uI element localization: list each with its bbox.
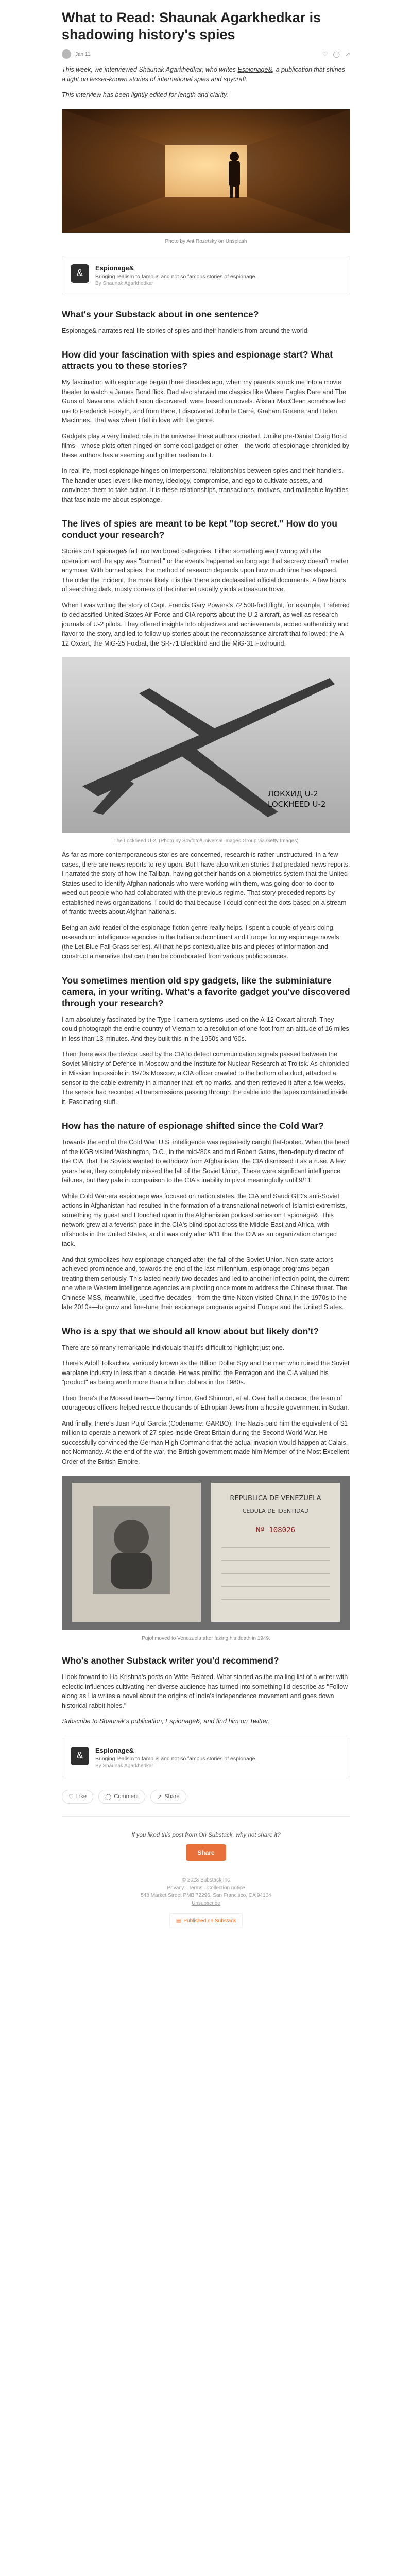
article-column [62, 0, 350, 1928]
embed-publication-name[interactable]: Espionage& [95, 1746, 134, 1754]
answer-paragraph: Espionage& narrates real-life stories of spies and their handlers from around the world. [62, 327, 310, 334]
plane-label-cyrillic: ЛОКХИД U-2 [268, 789, 318, 799]
embed-text [95, 1747, 256, 1769]
answer-paragraph: I am absolutely fascinated by the Type I camera systems used on the A-12 Oxcart aircraft. They could photograph the entire country of Vietnam to a resolution of one foot from an altitude of 16 miles in less than 13 minutes. And they built this in the 1950s and '60s. [62, 1015, 349, 1042]
substack-icon: ▤ [176, 1918, 181, 1924]
espionage-link[interactable]: Espionage& [237, 66, 272, 73]
answer-paragraph: Stories on Espionage& fall into two broad categories. Either something went wrong with the operation and the spy was "burned," or the events happened so long ago that secrecy doesn't matter anymore. With burned spies, the method of research depends upon how much time has elapsed. The older the incident, the more likely it is that there are declassified official documents. A few hours of searching dark, musty corners of the internet usually yields a treasure trove. [62, 548, 349, 593]
question-heading: What's your Substack about in one sentence? [62, 309, 259, 319]
question-heading: Who's another Substack writer you'd recommend? [62, 1655, 279, 1666]
intro-paragraph: This week, we interviewed Shaunak Agarkhedkar, who writes Espionage&, a publication that shines a light on lesser-known stories of international spies and spycraft. [62, 66, 345, 83]
passport-number: Nº 108026 [256, 1526, 295, 1534]
footer-links[interactable]: Privacy · Terms · Collection notice [167, 1885, 245, 1891]
comment-icon[interactable]: ◯ [333, 50, 340, 58]
hero-figure [62, 109, 350, 244]
subscribe-line: Subscribe to Shaunak's publication, Espionage&, and find him on Twitter. [62, 1718, 270, 1725]
embed-description: Bringing realism to famous and not so famous stories of espionage. [95, 1755, 257, 1762]
answer-paragraph: When I was writing the story of Capt. Francis Gary Powers's 72,500-foot flight, for example, I referred to declassified United States Air Force and CIA reports about the U-2 aircraft, as well as research journals of U-2 pilots. They offered insights into objectives and achievements, added authenticity and flavor to the story, and led to follow-up stories about the reconnaissance aircraft that followed: the A-12 Oxcart, the MiG-25 Foxbat, the SR-71 Blackbird and the MiG-31 Foxhound. [62, 601, 350, 647]
corridor-photo [62, 109, 350, 233]
post-actions [62, 1790, 350, 1804]
publication-embed[interactable] [62, 1738, 350, 1777]
share-icon[interactable]: ↗ [345, 50, 350, 58]
venezuela-id-photo [62, 1476, 350, 1630]
embed-author: By Shaunak Agarkhedkar [95, 280, 153, 286]
plane-label-latin: LOCKHEED U-2 [268, 800, 326, 809]
publication-embed[interactable] [62, 256, 350, 295]
answer-paragraph: I look forward to Lia Krishna's posts on Write-Related. What started as the mailing list of a writer with eclectic influences cultivating her diverse audience has turned into something I'd describe as "Follow along as Lia writes a novel about the origins of India's independence movement and goes down historical rabbit holes." [62, 1673, 348, 1709]
answer-paragraph: My fascination with espionage began three decades ago, when my parents struck me into a movie theater to watch a James Bond flick. Dad also showed me classics like Where Eagles Dare and The Guns of Navarone, which I soon discovered, were based on novels. Alistair MacClean somehow led me to Frederick Forsyth, and from there, I discovered John le Carré, Graham Greene, and Helen MacInnes. That was when I fell in love with the genre. [62, 379, 347, 424]
answer-paragraph: Gadgets play a very limited role in the universe these authors created. Unlike pre-Daniel Craig Bond films—whose plots often hinged on some cool gadget or other—the world of espionage chronicled by these authors has a seeming and grittier realism to it. [62, 432, 349, 459]
answer-paragraph: And that symbolizes how espionage changed after the fall of the Soviet Union. Non-state actors achieved prominence and, towards the end of the last millennium, espionage programs began treating them seriously. This lasted nearly two decades and led to another inflection point, the current one where Western intelligence agencies are pivoting once more to address the Chinese threat. The Chinese MSS, meanwhile, used five decades—from the time Nixon visited China in the 1970s to the late 2010s—to grow and fine-tune their espionage programs against Europe and the United States. [62, 1256, 349, 1311]
u2-aircraft-photo [62, 657, 350, 833]
comment-button[interactable]: ◯ Comment [98, 1790, 145, 1804]
question-heading: You sometimes mention old spy gadgets, like the subminiature camera, in your writing. What's a favorite gadget you've discovered through your research? [62, 975, 350, 1008]
like-button[interactable]: ♡ Like [62, 1790, 93, 1804]
published-on-substack-badge[interactable]: ▤ Published on Substack [169, 1913, 243, 1928]
passport-doc-type: CEDULA DE IDENTIDAD [242, 1507, 309, 1514]
footer-copyright: © 2023 Substack Inc [182, 1877, 230, 1883]
embed-text [95, 264, 256, 286]
answer-paragraph: There's Adolf Tolkachev, variously known as the Billion Dollar Spy and the man who ruined the Soviet warplane industry in less than a decade. He was prolific: the Pentagon and the CIA valued his "product" as being worth more than a billion dollars in the 1980s. [62, 1360, 350, 1386]
post-date: Jan 11 [75, 51, 91, 57]
question-heading: The lives of spies are meant to be kept "top secret." How do you conduct your research? [62, 518, 337, 540]
heart-icon: ♡ [68, 1793, 74, 1800]
u2-figure [62, 657, 350, 844]
question-heading: How did your fascination with spies and espionage start? What attracts you to these stories? [62, 349, 333, 371]
comment-icon: ◯ [105, 1793, 112, 1800]
photo-caption: Pujol moved to Venezuela after faking his death in 1949. [142, 1636, 270, 1641]
share-button[interactable]: ↗ Share [150, 1790, 186, 1804]
answer-paragraph: Then there was the device used by the CIA to detect communication signals passed between the Soviet Ministry of Defence in Moscow and the Institute for Nuclear Research at Troitsk. As chronicled in Mission Impossible in 1970s Moscow, a CIA officer crawled to the bottom of a duct, attached a sensor to the cable extremity in a manner that left no marks, and then retrieved it after a few weeks. The sensor had recorded all transmissions passing through the cable into the tapes contained inside it. Fascinating stuff. [62, 1050, 349, 1106]
footer [62, 1876, 350, 1928]
photo-caption: Photo by Ant Rozetsky on Unsplash [165, 238, 247, 244]
footer-address: 548 Market Street PMB 72296, San Francisco, CA 94104 [141, 1892, 271, 1899]
answer-paragraph: Then there's the Mossad team—Danny Limor, Gad Shimron, et al. Over half a decade, the team of courageous officers helped rescue thousands of Ethiopian Jews from a hostile government in Sudan. [62, 1394, 349, 1411]
embed-header [71, 264, 341, 286]
embed-author: By Shaunak Agarkhedkar [95, 1762, 153, 1769]
embed-header [71, 1747, 341, 1769]
divider [62, 1816, 350, 1817]
photo-caption: The Lockheed U-2. (Photo by Sovfoto/Universal Images Group via Getty Images) [113, 838, 299, 844]
publication-logo: & [71, 1747, 89, 1765]
answer-paragraph: There are so many remarkable individuals that it's difficult to highlight just one. [62, 1344, 285, 1351]
embed-description: Bringing realism to famous and not so famous stories of espionage. [95, 273, 257, 280]
byline-actions [322, 50, 350, 58]
answer-paragraph: Towards the end of the Cold War, U.S. intelligence was repeatedly caught flat-footed. When the head of the KGB visited Washington, D.C., in the mid-'80s and told Robert Gates, then-deputy director of the CIA, that the Soviets wanted to withdraw from Afghanistan, the CIA dismissed it as a ruse. A few years later, they completely missed the fall of the Soviet Union. These were significant intelligence failures, but they pale in comparison to the CIA's inability to pivot meaningfully until 9/11. [62, 1139, 349, 1184]
share-cta [62, 1832, 350, 1861]
editor-note: This interview has been lightly edited for length and clarity. [62, 91, 228, 98]
byline [62, 49, 350, 59]
answer-paragraph: And finally, there's Juan Pujol García (Codename: GARBO). The Nazis paid him the equivalent of $1 million to operate a network of 27 spies inside Great Britain during the Second World War. He successfully convinced the German High Command that the actual invasion would happen at Calais, not Normandy. At the end of the war, the British government made him Member of the Most Excellent Order of the British Empire. [62, 1419, 349, 1465]
question-heading: Who is a spy that we should all know about but likely don't? [62, 1326, 319, 1336]
answer-paragraph: As far as more contemporaneous stories are concerned, research is rather unstructured. In a few cases, there are news reports to rely upon. But I have also written stories that predated news reports. I narrated the story of how the Taliban, having got their hands on a biometrics system that the United States used to identify Afghan nationals who were working with them, was going door-to-door to weed out people who had collaborated with the previous regime. That story preceded reports by established news organizations. I could do that because I could connect the dots based on a stream of frantic tweets about Afghan nationals. [62, 851, 350, 916]
share-icon: ↗ [157, 1793, 162, 1800]
passport-country: REPUBLICA DE VENEZUELA [230, 1495, 321, 1502]
unsubscribe-link[interactable]: Unsubscribe [192, 1900, 220, 1906]
share-cta-text: If you liked this post from On Substack, why not share it? [131, 1832, 281, 1838]
publication-logo: & [71, 264, 89, 283]
answer-paragraph: While Cold War-era espionage was focused on nation states, the CIA and Saudi GID's anti-Soviet actions in Afghanistan had resulted in the formation of a transnational network of Islamist extremists, something my guest and I touched upon in the Afghanistan podcast series on Espionage&. This network grew at a feverish pace in the CIA's blind spot across the Middle East and Africa, with offshoots in the United States, and it was only after 9/11 that the CIA as an organization changed tack. [62, 1192, 347, 1247]
share-cta-button[interactable]: Share [186, 1844, 226, 1861]
heart-icon[interactable]: ♡ [322, 50, 328, 58]
answer-paragraph: Being an avid reader of the espionage fiction genre really helps. I spent a couple of years doing research on intelligence agencies in the Indian subcontinent and Europe for my espionage novels (the Let Blue Fall Grass series). All that helps contextualize bits and pieces of information and construct a narrative that can then be corroborated from various public sources. [62, 924, 339, 960]
question-heading: How has the nature of espionage shifted since the Cold War? [62, 1121, 324, 1131]
post-title: What to Read: Shaunak Agarkhedkar is shadowing history's spies [62, 10, 321, 42]
embed-publication-name[interactable]: Espionage& [95, 264, 134, 272]
answer-paragraph: In real life, most espionage hinges on interpersonal relationships between spies and their handlers. The handler uses levers like money, ideology, compromise, and ego to cultivate assets, and convinces them to take action. It is these relationships, transactions, motives, and malleable loyalties that fascinate me about espionage. [62, 467, 349, 503]
passport-figure [62, 1476, 350, 1641]
avatar[interactable] [62, 49, 71, 59]
